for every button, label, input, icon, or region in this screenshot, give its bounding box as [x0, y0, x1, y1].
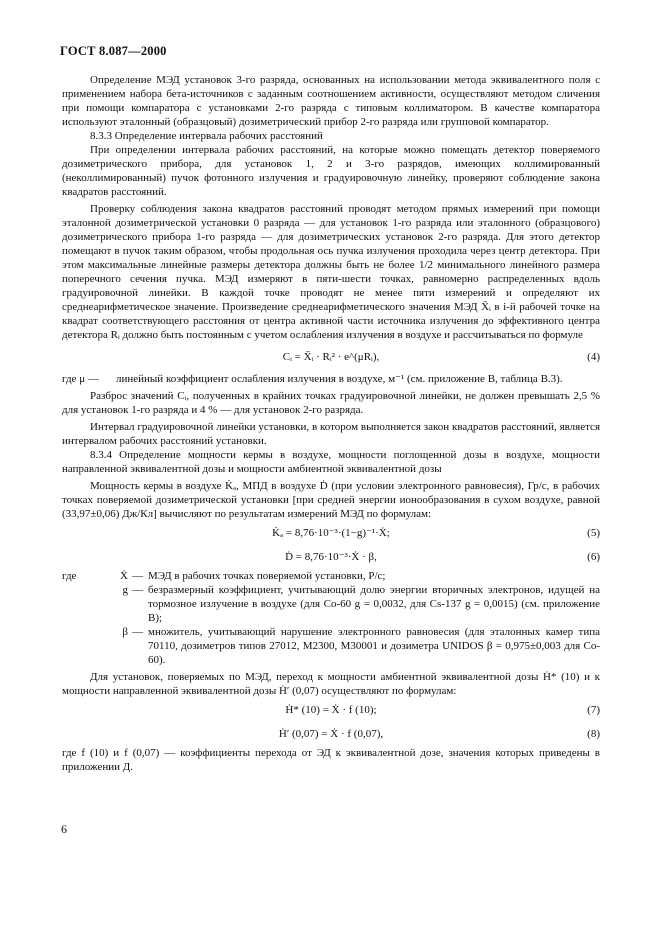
- formula-7-number: (7): [587, 704, 600, 716]
- formula-4-expression: Cᵢ = X̄ᵢ · Rᵢ² · e^(μRᵢ),: [282, 351, 380, 363]
- formula-4-number: (4): [587, 351, 600, 363]
- paragraph-interval: Интервал градуировочной линейки установки, в котором выполняется закон квадратов расстояний, является интервалом рабочих расстояний установки.: [62, 421, 600, 447]
- where-mu: [62, 372, 600, 386]
- where-item-dash: —: [132, 584, 143, 596]
- paragraph-ambient-dose: Для установок, поверяемых по МЭД, переход к мощности амбиентной эквивалентной дозы Ḣ* (10) и к мощности направленной эквивалентной дозы Ḣ′ (0,07) осуществляют по формулам:: [62, 671, 600, 697]
- paragraph-kerma-rate: Мощность кермы в воздухе K̇ₐ, МПД в воздухе Ḋ (при условии электронного равновесия), Гр/с, в рабочих точках поверяемой дозиметрической установки [при средней энергии ионообразования в сухом воздухе, равной (33,97±0,06) Дж/Кл] вычисляют по результатам измерений МЭД по формулам:: [62, 480, 600, 520]
- formula-5-number: (5): [587, 527, 600, 539]
- where-item-symbol: Ẋ: [120, 570, 128, 582]
- standard-header: ГОСТ 8.087—2000: [60, 44, 167, 58]
- where-item: [62, 583, 600, 625]
- formula-8-number: (8): [587, 728, 600, 740]
- formula-4: [62, 342, 600, 372]
- where-item: [62, 569, 600, 583]
- page-number: 6: [61, 822, 67, 836]
- paragraph-equivalent-field: Определение МЭД установок 3-го разряда, основанных на использовании метода эквивалентного поля с применением набора бета-источников с заданным соотношением активности, осуществляют методом сличения при помощи компаратора с установками 2-го разряда с типовым коллиматором. В качестве компаратора используют эталонный (образцовый) дозиметрический прибор 2-го разряда или групповой компаратор.: [62, 74, 600, 128]
- formula-6: [62, 545, 600, 569]
- formula-7: [62, 698, 600, 722]
- formula-5: [62, 521, 600, 545]
- paragraph-spread: Разброс значений Cᵢ, полученных в крайних точках градуировочной линейки, не должен превышать 2,5 % для установок 1-го разряда и 4 % — для установок 2-го разряда.: [62, 390, 600, 416]
- paragraph-conversion-coefficients: где f (10) и f (0,07) — коэффициенты перехода от ЭД к эквивалентной дозе, значения которых приведены в приложении Д.: [62, 747, 600, 773]
- formula-8-expression: Ḣ′ (0,07) = Ẋ · f (0,07),: [278, 728, 384, 740]
- where-mu-label: где μ —: [62, 373, 99, 385]
- paragraph-working-distances: При определении интервала рабочих расстояний, на которые можно помещать детектор поверяемого дозиметрического прибора, для установок 1, 2 и 3-го разрядов, имеющих коллимированный (неколлимированный) пучок фотонного излучения и градуировочную линейку, проверяют соблюдение закона квадратов расстояний.: [62, 144, 600, 198]
- where-item-label: где: [62, 570, 77, 582]
- formula-7-expression: Ḣ* (10) = Ẋ · f (10);: [285, 704, 377, 716]
- page-body: [62, 73, 600, 774]
- where-item-label: [62, 625, 106, 667]
- where-item-dash: —: [132, 570, 143, 582]
- section-heading-8-3-3: 8.3.3 Определение интервала рабочих расстояний: [90, 130, 323, 142]
- formula-5-expression: K̇ₐ = 8,76·10⁻³·(1−g)⁻¹·Ẋ;: [272, 527, 390, 539]
- section-heading-8-3-4: 8.3.4 Определение мощности кермы в воздухе, мощности поглощенной дозы в воздухе, мощности направленной эквивалентной дозы и мощности амбиентной эквивалентной дозы: [62, 449, 600, 475]
- formula-8: [62, 722, 600, 746]
- where-list: [62, 569, 600, 667]
- where-mu-text: линейный коэффициент ослабления излучения в воздухе, м⁻¹ (см. приложение В, таблица В.3).: [116, 373, 563, 385]
- formula-6-expression: Ḋ = 8,76·10⁻³·Ẋ · β,: [285, 551, 377, 563]
- where-item-text: МЭД в рабочих точках поверяемой установки, Р/с;: [148, 570, 386, 582]
- where-item: [62, 625, 600, 667]
- where-item-label: [62, 583, 106, 625]
- where-item-text: множитель, учитывающий нарушение электронного равновесия (для эталонных камер типа 70110, дозиметров типов 27012, М2300, М30001 и дозиметра UNIDOS β = 0,975±0,003 для Co-60).: [148, 626, 600, 666]
- where-item-symbol: g: [122, 584, 128, 596]
- formula-6-number: (6): [587, 551, 600, 563]
- where-item-symbol: β: [122, 626, 128, 638]
- where-item-dash: —: [132, 626, 143, 638]
- where-item-text: безразмерный коэффициент, учитывающий долю энергии вторичных электронов, идущей на тормозное излучение в воздухе (для Co-60 g = 0,0032, для Cs-137 g = 0,0015) (см. приложение В);: [148, 584, 600, 624]
- paragraph-inverse-square-check: Проверку соблюдения закона квадратов расстояний проводят методом прямых измерений при помощи эталонной дозиметрической установки 0 разряда — для установок 1-го разряда или эталонного (образцового) дозиметрического прибора 1-го разряда — для дозиметрических установок 2-го разряда. Для этого детектор помещают в пучок таким образом, чтобы продольная ось пучка излучения проходила через центр детектора. При этом максимальные линейные размеры детектора должны быть не более 1/2 минимального линейного размера поперечного сечения пучка. МЭД измеряют в пяти-шести точках, равномерно распределенных вдоль градуировочной линейки. В каждой точке проводят не менее пяти измерений и определяют их среднеарифметическое значение. Произведение среднеарифметического значения МЭД X̄ᵢ в i-й рабочей точке на квадрат соответствующего расстояния от центра активной части источника излучения до эффективного центра детектора Rᵢ должно быть постоянным с учетом ослабления излучения в воздухе и рассчитываться по формуле: [62, 203, 600, 341]
